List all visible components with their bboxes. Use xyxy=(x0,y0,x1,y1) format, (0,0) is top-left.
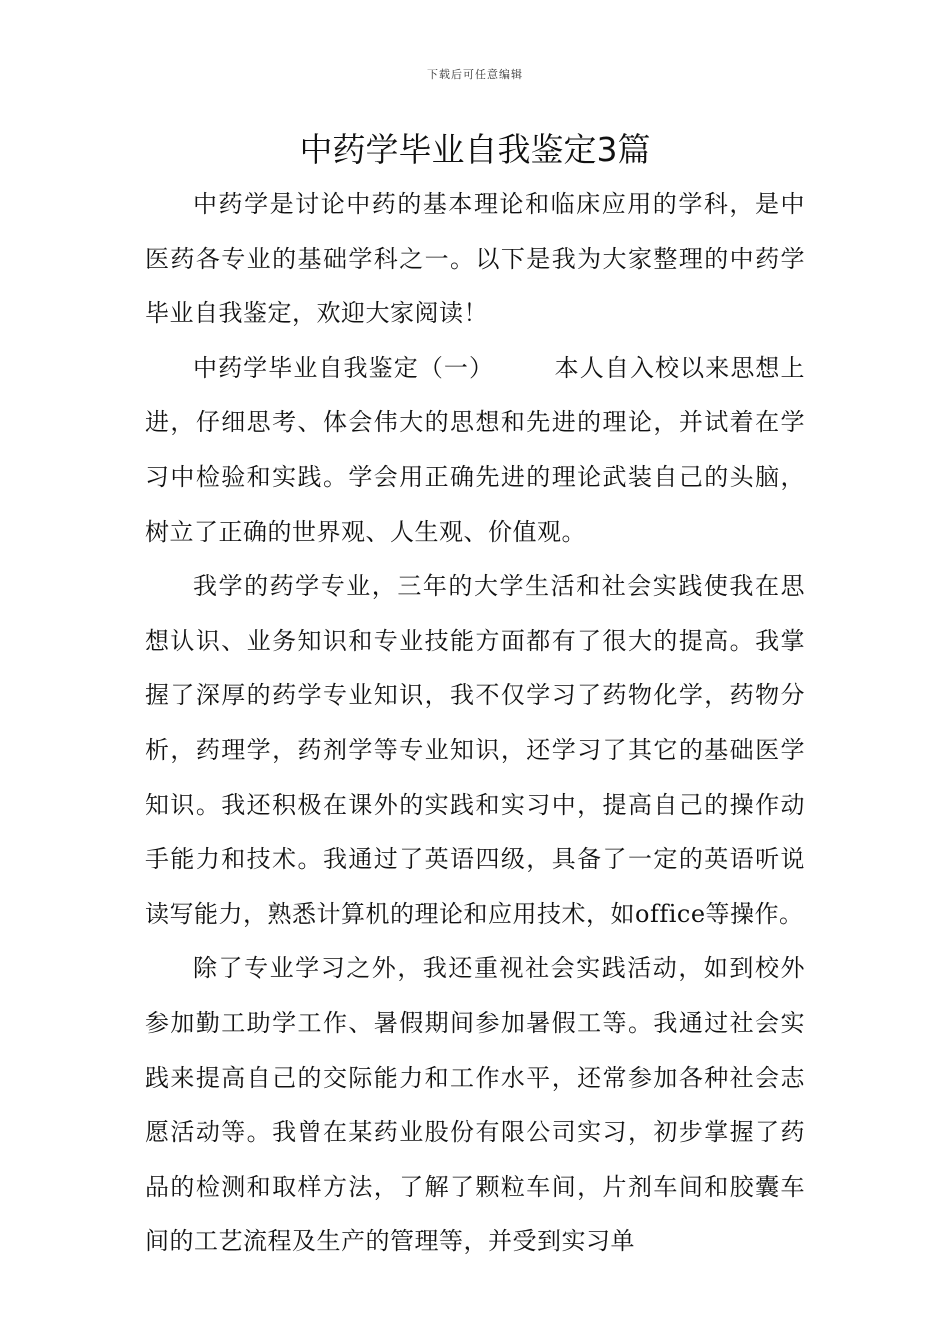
section1-heading: 中药学毕业自我鉴定（一） xyxy=(193,353,495,382)
section1-paragraph xyxy=(145,341,805,559)
document-body xyxy=(145,177,805,1269)
document-title: 中药学毕业自我鉴定3篇 xyxy=(299,130,651,169)
body-paragraph-3: 除了专业学习之外，我还重视社会实践活动，如到校外参加勤工助学工作、暑假期间参加暑假工等。我通过社会实践来提高自己的交际能力和工作水平，还常参加各种社会志愿活动等。我曾在某药业股份有限公司实习，初步掌握了药品的检测和取样方法，了解了颗粒车间，片剂车间和胶囊车间的工艺流程及生产的管理等，并受到实习单 xyxy=(145,954,805,1256)
body-paragraph-2: 我学的药学专业，三年的大学生活和社会实践使我在思想认识、业务知识和专业技能方面都有了很大的提高。我掌握了深厚的药学专业知识，我不仅学习了药物化学，药物分析，药理学，药剂学等专业知识，还学习了其它的基础医学知识。我还积极在课外的实践和实习中，提高自己的操作动手能力和技术。我通过了英语四级，具备了一定的英语听说读写能力，熟悉计算机的理论和应用技术，如office等操作。 xyxy=(145,572,805,928)
intro-paragraph: 中药学是讨论中药的基本理论和临床应用的学科，是中医药各专业的基础学科之一。以下是我为大家整理的中药学毕业自我鉴定，欢迎大家阅读！ xyxy=(145,190,805,328)
header-note: 下载后可任意编辑 xyxy=(427,68,523,81)
section1-text: 本人自入校以来思想上进，仔细思考、体会伟大的思想和先进的理论，并试着在学习中检验和实践。学会用正确先进的理论武装自己的头脑，树立了正确的世界观、人生观、价值观。 xyxy=(145,353,806,546)
